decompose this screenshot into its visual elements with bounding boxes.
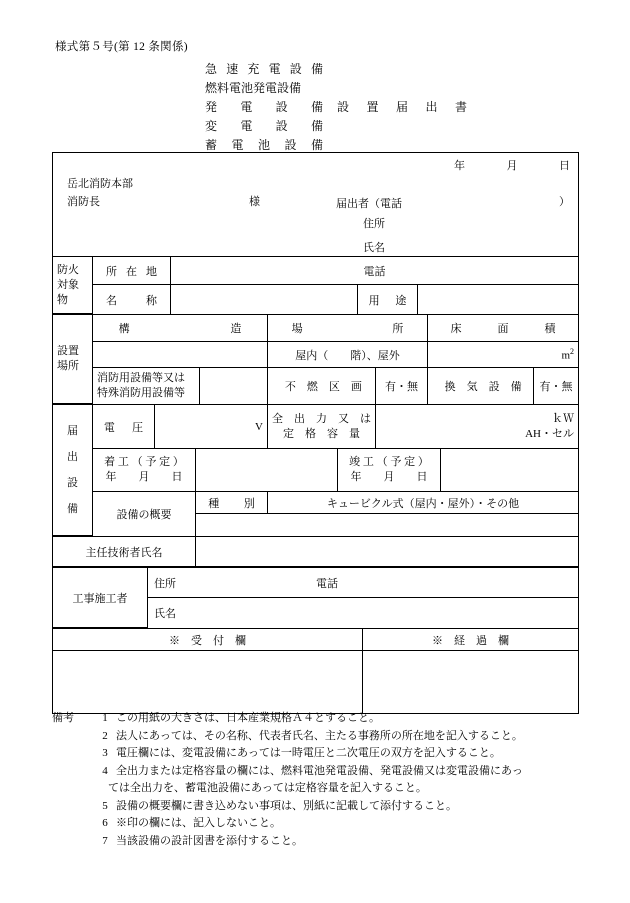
- progress-header-cell: [363, 629, 578, 651]
- date-year-label: 年: [454, 160, 465, 172]
- contractor-label: 工事施工者: [72, 592, 128, 605]
- contractor-name-row: [148, 598, 578, 628]
- form-number: 様式第５号(第 12 条関係): [55, 41, 188, 53]
- applicant-address-label: 住所: [363, 218, 385, 230]
- fire-object-phone-label: 電話: [363, 265, 386, 278]
- contractor-phone-label: 電話: [316, 577, 338, 590]
- fire-equipment-label: [97, 371, 195, 401]
- output-label-cell: [268, 405, 376, 449]
- progress-body-cell[interactable]: [363, 651, 578, 713]
- type-label: 種 別: [208, 497, 255, 510]
- install-place-section-text: 設置場所: [57, 345, 79, 372]
- note-row: [52, 745, 597, 763]
- equipment-type-row: [196, 492, 578, 514]
- ventilation-value-cell[interactable]: [534, 368, 578, 404]
- submission-date: [454, 157, 570, 173]
- ventilation-label-cell: [428, 368, 534, 404]
- end-date-value-cell[interactable]: [441, 449, 578, 492]
- noncombustible-label-cell: [268, 368, 376, 404]
- contractor-section: [53, 568, 578, 628]
- voltage-value-cell[interactable]: [155, 405, 268, 449]
- location-label-cell: [93, 257, 171, 285]
- note-label-spacer: [52, 763, 94, 798]
- chief-engineer-label-cell: [53, 537, 196, 567]
- type-label-cell: [196, 492, 268, 514]
- install-place-value-row: [93, 342, 578, 368]
- note-text: 電圧欄には、変電設備にあっては一時電圧と二次電圧の双方を記入すること。: [116, 747, 501, 759]
- note-label-spacer: [52, 815, 94, 833]
- title-equipment-substation: 変電設備: [205, 119, 323, 133]
- sec-ch-3: 設: [67, 477, 78, 489]
- object-name-label-cell: [93, 285, 171, 314]
- voltage-output-row: [93, 405, 578, 449]
- notified-equipment-section: [53, 405, 578, 536]
- start-date-value-cell[interactable]: [196, 449, 338, 492]
- note-text-line2: ては全出力を、蓄電池設備にあっては定格容量を記入すること。: [108, 782, 427, 794]
- output-unit-line2: AH・セル: [525, 427, 574, 440]
- title-line-3: [205, 98, 535, 117]
- ventilation-label: 換 気 設 備: [444, 381, 522, 393]
- title-equipment-fuel-cell: 燃料電池発電設備: [205, 81, 302, 95]
- start-date-label-cell: [93, 449, 196, 492]
- output-label-line1: 全 出 力 又 は: [272, 412, 371, 425]
- equipment-partition-row: [93, 368, 578, 404]
- title-equipment-rapid-charge: 急速充電設備: [205, 62, 323, 76]
- outline-label: 設備の概要: [116, 509, 172, 521]
- equipment-outline-row: [93, 492, 578, 536]
- note-row: [52, 815, 597, 833]
- place-label: 場 所: [291, 323, 404, 335]
- fire-object-name-row: [93, 285, 578, 314]
- fire-equipment-label-cell: [93, 368, 200, 404]
- end-date-label: [342, 455, 436, 485]
- voltage-label-cell: [93, 405, 155, 449]
- applicant-header-block: [53, 153, 578, 257]
- note-label-spacer: [52, 728, 94, 746]
- title-line-4: [205, 117, 535, 136]
- chief-engineer-value-cell[interactable]: [196, 537, 578, 567]
- outline-free-cell[interactable]: [196, 514, 578, 536]
- type-value-cell[interactable]: [268, 492, 578, 514]
- contractor-label-cell: [53, 568, 148, 628]
- title-equipment-storage-battery: 蓄電池設備: [205, 138, 323, 152]
- note-label-spacer: [52, 833, 94, 851]
- fire-equipment-label-line2: 特殊消防用設備等: [97, 387, 185, 399]
- reception-body-cell[interactable]: [53, 651, 363, 713]
- title-line-1: [205, 60, 535, 79]
- noncombustible-value: 有・無: [385, 381, 418, 393]
- sec-ch-4: 備: [67, 503, 78, 515]
- note-number: 2: [102, 729, 108, 742]
- note-number: 4: [102, 764, 108, 777]
- place-header-cell: [268, 315, 428, 342]
- install-place-section: [53, 315, 578, 404]
- noncombustible-value-cell[interactable]: [376, 368, 428, 404]
- note-text: 当該設備の設計図書を添付すること。: [116, 834, 303, 847]
- note-number: 5: [102, 799, 108, 812]
- remarks-section: [52, 710, 597, 850]
- applicant-name-label: 氏名: [363, 242, 385, 254]
- date-month-label: 月: [506, 160, 518, 172]
- fire-object-section-text: 防火対象物: [57, 263, 79, 306]
- object-name-label: 名 称: [105, 294, 158, 307]
- outline-label-cell: [93, 492, 196, 536]
- location-value-cell[interactable]: [171, 257, 578, 285]
- office-use-header-row: [53, 629, 578, 651]
- note-text: ※印の欄には、記入しないこと。: [116, 817, 281, 829]
- note-number: 1: [102, 712, 108, 724]
- contractor-address-row: [148, 568, 578, 598]
- output-unit-label: [380, 412, 574, 442]
- note-text-line1: 全出力または定格容量の欄には、燃料電池発電設備、発電設備又は変電設備にあっ: [116, 764, 523, 777]
- floor-area-header-cell: [428, 315, 578, 342]
- structure-label: 構 造: [118, 323, 242, 335]
- note-row: [52, 833, 597, 851]
- title-line-2: [205, 79, 535, 98]
- object-use-value-cell[interactable]: [418, 285, 578, 314]
- note-number: 7: [102, 834, 108, 847]
- object-use-label-cell: [358, 285, 418, 314]
- reception-header-cell: [53, 629, 363, 651]
- title-suffix-notification: 設置届出書: [337, 100, 467, 114]
- date-day-label: 日: [559, 160, 570, 172]
- fire-equipment-value-cell[interactable]: [200, 368, 268, 404]
- area-unit-label: $m^2$: [561, 347, 574, 362]
- output-value-cell[interactable]: [376, 405, 578, 449]
- fire-object-section: [53, 257, 578, 314]
- note-text: この用紙の大きさは、日本産業規格Ａ４とすること。: [116, 712, 380, 724]
- noncombustible-label: 不 燃 区 画: [284, 381, 362, 393]
- start-date-label-line2: 年 月 日: [105, 471, 183, 483]
- note-row: [52, 763, 597, 798]
- note-number: 3: [102, 747, 108, 759]
- contractor-address-cell[interactable]: [148, 568, 578, 598]
- sec-ch-2: 出: [67, 451, 78, 463]
- object-name-value-cell[interactable]: [171, 285, 358, 314]
- form-table: [52, 152, 579, 714]
- note-row: [52, 710, 597, 728]
- floor-area-label: 床 面 積: [450, 323, 556, 335]
- fire-chief-label: 消防長: [67, 196, 100, 208]
- addressee-block: [67, 175, 133, 211]
- install-place-header-row: [93, 315, 578, 342]
- honorific-label: 様: [249, 196, 260, 208]
- office-use-body-row: [53, 651, 578, 713]
- applicant-phone-paren: ）: [559, 196, 570, 208]
- output-unit-line1: ｋＷ: [552, 412, 574, 425]
- indoor-outdoor-label: 屋内（ 階）、屋外: [295, 349, 400, 362]
- output-label: [272, 412, 371, 442]
- contractor-name-label: 氏名: [154, 608, 176, 620]
- end-date-label-cell: [338, 449, 441, 492]
- voltage-unit-label: V: [255, 420, 263, 433]
- note-row: [52, 728, 597, 746]
- install-place-section-label: [53, 315, 93, 404]
- start-date-label: [97, 455, 191, 485]
- applicant-phone-label: 届出者（電話: [336, 198, 402, 210]
- reception-label: ※ 受 付 欄: [169, 634, 246, 647]
- type-value: キュービクル式（屋内・屋外）・その他: [326, 497, 520, 510]
- end-date-label-line1: 竣 工 （ 予 定 ）: [349, 456, 429, 468]
- location-label: 所 在 地: [105, 265, 158, 278]
- chief-engineer-label: 主任技術者氏名: [85, 546, 163, 559]
- output-label-line2: 定 格 容 量: [283, 427, 360, 440]
- title-equipment-power-generation: 発電設備: [205, 100, 323, 114]
- contractor-address-label: 住所: [154, 577, 176, 590]
- floor-area-value-cell[interactable]: [428, 342, 578, 368]
- fire-department-name: 岳北消防本部: [67, 178, 133, 190]
- notified-equipment-section-label: [53, 405, 93, 536]
- note-label-spacer: [52, 798, 94, 816]
- indoor-outdoor-cell[interactable]: [268, 342, 428, 368]
- end-date-label-line2: 年 月 日: [350, 471, 428, 483]
- equipment-outline-free-row: [196, 514, 578, 536]
- ventilation-value: 有・無: [539, 381, 573, 393]
- note-text: 設備の概要欄に書き込めない事項は、別紙に記載して添付すること。: [116, 799, 457, 812]
- chief-engineer-row: [53, 537, 578, 567]
- notified-equipment-section-text: [67, 418, 78, 522]
- note-number: 6: [102, 817, 108, 829]
- voltage-label: 電 圧: [103, 421, 144, 434]
- form-title-block: [205, 60, 535, 155]
- note-row: [52, 798, 597, 816]
- construction-dates-row: [93, 449, 578, 492]
- fire-object-location-row: [93, 257, 578, 285]
- structure-header-cell: [93, 315, 268, 342]
- note-text: [108, 763, 597, 798]
- note-text: 法人にあっては、その名称、代表者氏名、主たる事務所の所在地を記入すること。: [116, 729, 523, 742]
- start-date-label-line1: 着 工 （ 予 定 ）: [104, 456, 184, 468]
- sec-ch-1: 届: [67, 425, 78, 437]
- progress-label: ※ 経 過 欄: [432, 634, 509, 647]
- contractor-name-cell[interactable]: [148, 598, 578, 628]
- fire-equipment-label-line1: 消防用設備等又は: [97, 372, 185, 384]
- structure-value-cell[interactable]: [93, 342, 268, 368]
- remarks-label: 備考: [52, 712, 74, 724]
- note-label-spacer: [52, 745, 94, 763]
- object-use-label: 用 途: [368, 294, 407, 307]
- fire-object-section-label: [53, 257, 93, 314]
